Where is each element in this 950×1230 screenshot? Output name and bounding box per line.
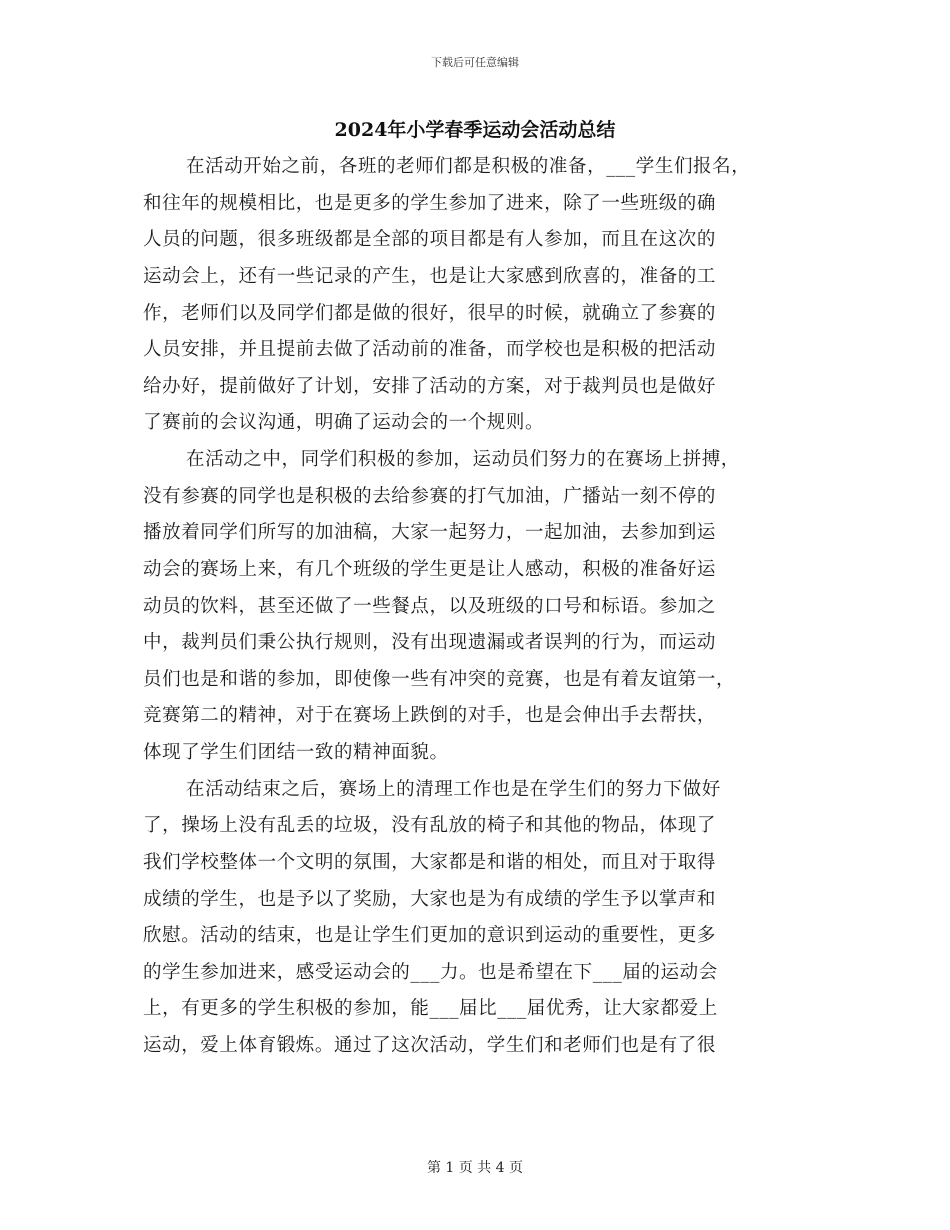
- body-line: 上，有更多的学生积极的参加，能___届比___届优秀，让大家都爱上: [143, 998, 718, 1019]
- body-line: 体现了学生们团结一致的精神面貌。: [143, 742, 449, 763]
- body-line: 给办好，提前做好了计划，安排了活动的方案，对于裁判员也是做好: [143, 376, 717, 397]
- body-line: 我们学校整体一个文明的氛围，大家都是和谐的相处，而且对于取得: [143, 852, 717, 873]
- body-line: 和往年的规模相比，也是更多的学生参加了进来，除了一些班级的确: [143, 193, 717, 214]
- body-line: 成绩的学生，也是予以了奖励，大家也是为有成绩的学生予以掌声和: [143, 889, 717, 910]
- body-line: 了赛前的会议沟通，明确了运动会的一个规则。: [143, 412, 545, 433]
- body-line: 在活动结束之后，赛场上的清理工作也是在学生们的努力下做好: [186, 779, 721, 800]
- body-line: 了，操场上没有乱丢的垃圾，没有乱放的椅子和其他的物品，体现了: [143, 815, 717, 836]
- body-line: 动会的赛场上来，有几个班级的学生更是让人感动，积极的准备好运: [143, 559, 717, 580]
- body-line: 人员的问题，很多班级都是全部的项目都是有人参加，而且在这次的: [143, 229, 717, 250]
- body-line: 中，裁判员们秉公执行规则，没有出现遗漏或者误判的行为，而运动: [143, 632, 717, 653]
- body-line: 播放着同学们所写的加油稿，大家一起努力，一起加油，去参加到运: [143, 522, 717, 543]
- document-title: 2024年小学春季运动会活动总结: [334, 119, 616, 141]
- page-number: 第 1 页 共 4 页: [426, 1160, 524, 1176]
- body-line: 运动，爱上体育锻炼。通过了这次活动，学生们和老师们也是有了很: [143, 1035, 717, 1056]
- body-line: 没有参赛的同学也是积极的去给参赛的打气加油，广播站一刻不停的: [143, 486, 717, 507]
- body-line: 员们也是和谐的参加，即使像一些有冲突的竞赛，也是有着友谊第一，: [143, 669, 736, 690]
- body-line: 竞赛第二的精神，对于在赛场上跌倒的对手，也是会伸出手去帮扶，: [143, 705, 717, 726]
- body-line: 动员的饮料，甚至还做了一些餐点，以及班级的口号和标语。参加之: [143, 596, 717, 617]
- body-line: 在活动开始之前，各班的老师们都是积极的准备，___学生们报名，: [186, 156, 751, 177]
- body-line: 的学生参加进来，感受运动会的___力。也是希望在下___届的运动会: [143, 962, 718, 983]
- body-line: 人员安排，并且提前去做了活动前的准备，而学校也是积极的把活动: [143, 339, 717, 360]
- body-line: 在活动之中，同学们积极的参加，运动员们努力的在赛场上拼搏，: [186, 449, 740, 470]
- body-line: 欣慰。活动的结束，也是让学生们更加的意识到运动的重要性，更多: [143, 925, 717, 946]
- body-line: 作，老师们以及同学们都是做的很好，很早的时候，就确立了参赛的: [143, 303, 717, 324]
- body-line: 运动会上，还有一些记录的产生，也是让大家感到欣喜的，准备的工: [143, 266, 717, 287]
- page-header-note: 下载后可任意编辑: [431, 56, 519, 69]
